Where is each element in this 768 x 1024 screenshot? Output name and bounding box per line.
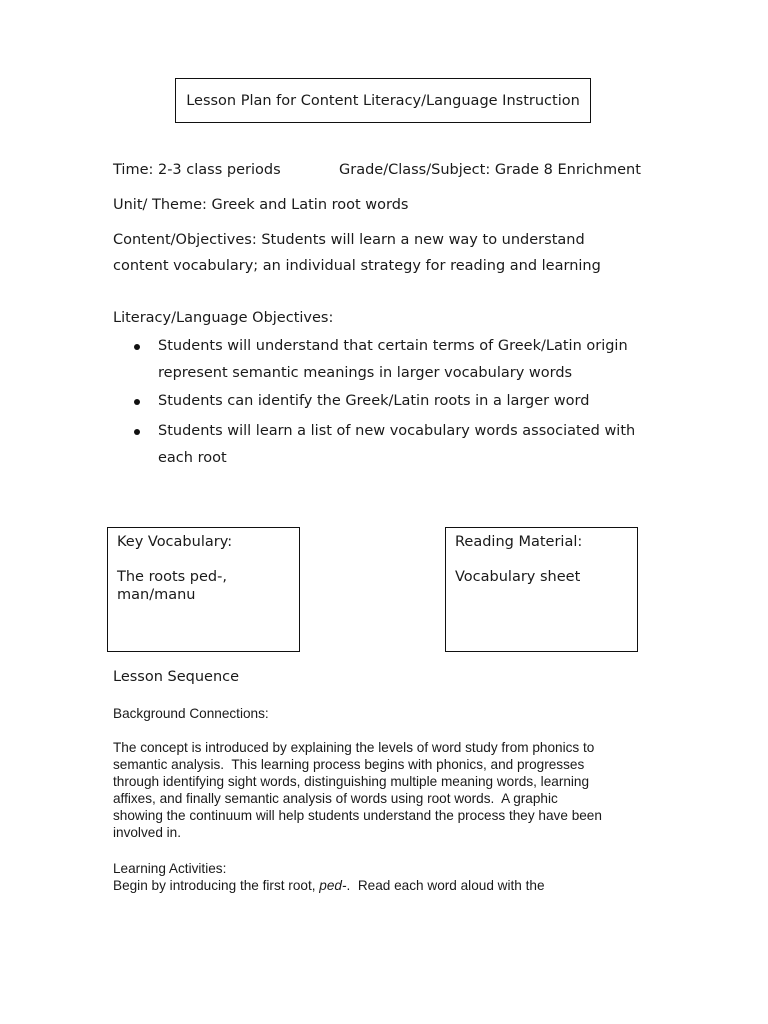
key-vocabulary-line-1: The roots ped-, xyxy=(117,569,227,585)
background-connections-heading: Background Connections: xyxy=(113,706,269,721)
learning-activities-heading: Learning Activities: xyxy=(113,861,227,876)
paragraph-line: involved in. xyxy=(113,825,182,840)
content-objectives-line-2: content vocabulary; an individual strategy for reading and learning xyxy=(113,258,601,274)
document-title-box xyxy=(175,78,591,123)
learning-activities-text xyxy=(113,877,545,894)
time-line: Time: 2-3 class periods xyxy=(113,162,281,178)
grade-line: Grade/Class/Subject: Grade 8 Enrichment xyxy=(339,162,641,178)
bullet-icon xyxy=(134,344,140,350)
lesson-sequence-heading: Lesson Sequence xyxy=(113,669,240,685)
document-title: Lesson Plan for Content Literacy/Language Instruction xyxy=(186,92,580,109)
paragraph-line: semantic analysis. This learning process begins with phonics, and progresses xyxy=(113,757,585,772)
reading-material-body: Vocabulary sheet xyxy=(455,569,581,585)
literacy-objectives-heading: Literacy/Language Objectives: xyxy=(113,310,334,326)
objective-item xyxy=(112,418,672,472)
unit-line: Unit/ Theme: Greek and Latin root words xyxy=(113,197,409,213)
objective-item xyxy=(112,388,672,415)
paragraph-line: showing the continuum will help students understand the process they have been xyxy=(113,808,602,823)
key-vocabulary-box xyxy=(107,527,300,652)
objective-item xyxy=(112,333,672,387)
reading-material-heading: Reading Material: xyxy=(455,534,583,550)
content-objectives-line-1: Content/Objectives: Students will learn a new way to understand xyxy=(113,232,585,248)
paragraph-line: The concept is introduced by explaining the levels of word study from phonics to xyxy=(113,740,595,755)
bullet-icon xyxy=(134,399,140,405)
objective-line: Students will learn a list of new vocabulary words associated with xyxy=(158,423,636,439)
objectives-list xyxy=(112,333,672,472)
objective-line: Students can identify the Greek/Latin roots in a larger word xyxy=(158,393,590,409)
objective-line: represent semantic meanings in larger vocabulary words xyxy=(158,365,573,381)
key-vocabulary-heading: Key Vocabulary: xyxy=(117,534,233,550)
objective-line: Students will understand that certain terms of Greek/Latin origin xyxy=(158,338,628,354)
paragraph-line: through identifying sight words, distinguishing multiple meaning words, learning xyxy=(113,774,590,789)
objective-line: each root xyxy=(158,450,227,466)
learning-text-end: . Read each word aloud with the xyxy=(346,878,545,893)
root-ped-italic: ped- xyxy=(319,878,347,893)
background-paragraph xyxy=(113,739,693,841)
key-vocabulary-line-2: man/manu xyxy=(117,587,196,603)
learning-text-start: Begin by introducing the first root, xyxy=(113,878,320,893)
bullet-icon xyxy=(134,429,140,435)
paragraph-line: affixes, and finally semantic analysis of words using root words. A graphic xyxy=(113,791,558,806)
reading-material-box xyxy=(445,527,638,652)
